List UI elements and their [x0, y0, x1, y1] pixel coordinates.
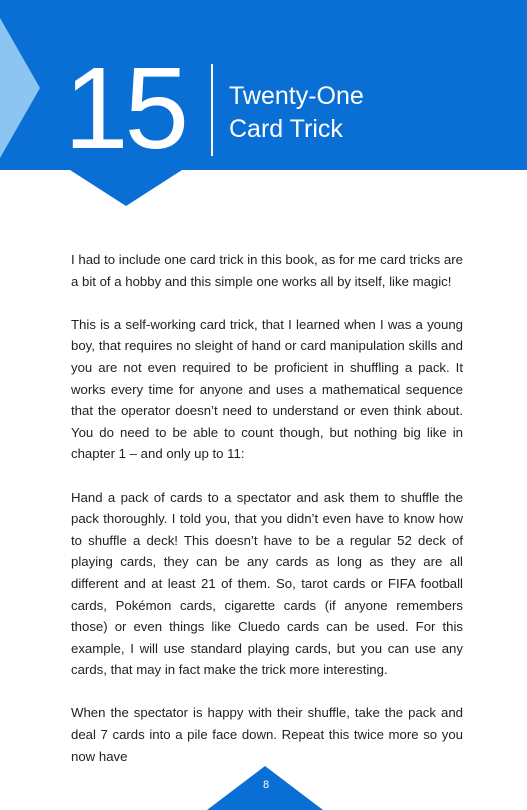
- chapter-number: 15: [64, 43, 186, 173]
- header-pointer: [70, 170, 182, 206]
- chapter-divider: [211, 64, 213, 156]
- header-side-arrow: [0, 18, 40, 158]
- page-number: 8: [262, 779, 270, 791]
- paragraph-4: When the spectator is happy with their shuffle, take the pack and deal 7 cards into a pile face down. Repeat this twice more so you now have: [71, 705, 463, 764]
- body-text: [71, 249, 463, 789]
- paragraph-1: I had to include one card trick in this book, as for me card tricks are a bit of a hobby and this simple one works all by itself, like magic!: [71, 252, 463, 289]
- chapter-title: [229, 80, 509, 146]
- chapter-title-line-2: Card Trick: [229, 115, 343, 143]
- paragraph-2: This is a self-working card trick, that I learned when I was a young boy, that requires no sleight of hand or card manipulation skills and you are not even required to be proficient in shuffling a pack. It works every time for anyone and uses a mathematical sequence that the operator doesn’t need to understand or even think about. You do need to be able to count though, but nothing big like in chapter 1 – and only up to 11:: [71, 316, 463, 462]
- chapter-title-line-1: Twenty-One: [229, 82, 364, 110]
- paragraph-3: Hand a pack of cards to a spectator and ask them to shuffle the pack thoroughly. I told you, that you didn’t even have to know how to shuffle a deck! This doesn’t have to be a regular 52 deck of playing cards, they can be any cards as long as they are all different and at least 21 of them. So, tarot cards or FIFA football cards, Pokémon cards, cigarette cards (if anyone remembers those) or even things like Cluedo cards can be used. For this example, I will use standard playing cards, but you can use any cards, that may in fact make the trick more interesting.: [71, 489, 463, 678]
